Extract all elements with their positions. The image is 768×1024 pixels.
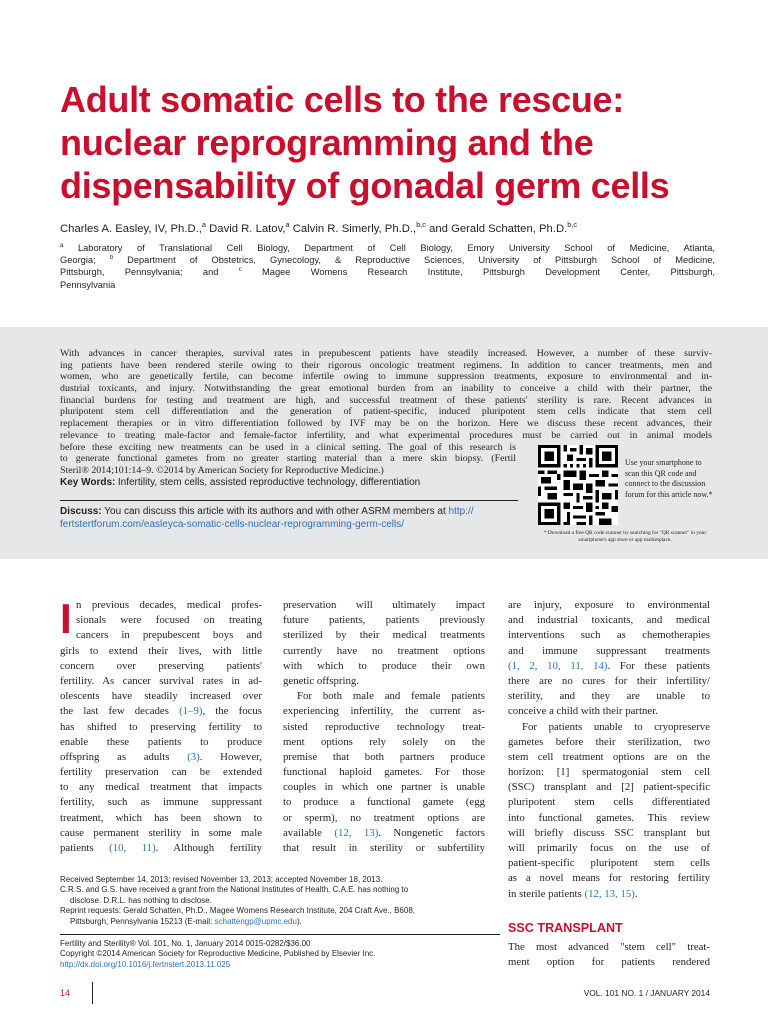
title-line: dispensability of gonadal germ cells [60,165,670,206]
disclosure-note: disclose. D.R.L. has nothing to disclose. [70,895,212,905]
qr-code-icon[interactable] [538,445,618,525]
abstract-line: before these exciting new treatments can be used in a clinical setting. The goal of this research is [60,441,516,453]
body-column-2 [283,598,485,856]
citation-link[interactable]: (1, 2, 10, 11, 14) [508,659,608,672]
affiliation-marker: b,c [416,220,426,230]
disclosure-note: C.R.S. and G.S. have received a grant from the National Institutes of Health. C.A.E. has nothing to [60,885,409,895]
body-line: to produce a functional gamete (egg [283,796,485,809]
body-line: stem cell treatment options are on the [508,750,710,763]
abstract-line: dustrial toxicants, and injury. Notwithstanding the great emotional burden from an inability to conceive a child with their partner, the [60,383,712,395]
reprint-text: ). [296,916,302,926]
affiliations [60,242,715,291]
body-line: conceive a child with their partner. [508,705,658,718]
author-name: Calvin R. Simerly, Ph.D., [289,223,417,235]
body-text: patients [60,842,110,854]
body-line: with which to produce their own [283,659,485,672]
body-line: ment option for patients rendered [508,956,710,969]
qr-caption: Use your smartphone to scan this QR code and connect to the discussion forum for this article now.* [625,458,713,499]
affiliation-marker: a [201,220,206,230]
abstract-line: financial burdens for testing and treatment are high, and successful treatment of these patients' sterility is rare. Recent advances in [60,394,712,406]
citation-link[interactable]: (12, 13, 15) [584,887,635,900]
body-line: and industrial toxicants, and medical [508,614,710,627]
author-name: and Gerald Schatten, Ph.D. [425,223,568,235]
body-line: For both male and female patients [297,690,485,703]
citation-link[interactable]: (1–9) [179,705,203,718]
body-line: as a novel means for restoring fertility [508,872,710,885]
body-line: The most advanced "stem cell" treat- [508,941,710,953]
body-column-1 [60,595,262,856]
divider [60,500,518,501]
divider [92,982,93,1004]
body-column-3-continued [508,940,710,970]
affiliation-text: Georgia; [60,255,110,266]
journal-citation: Fertility and Sterility® Vol. 101, No. 1, January 2014 0015-0282/$36.00 [60,939,311,948]
reprint-requests [60,917,500,927]
body-line: treatment, which has been shown to [60,811,262,824]
discuss-note [60,506,530,531]
body-line: girls to extend their lives, with little [60,644,262,657]
body-line: For patients unable to cryopreserve [522,720,710,733]
title-line: Adult somatic cells to the rescue: [60,79,624,120]
body-line: or sperm), no treatment options are [283,811,485,824]
body-line [283,826,485,841]
forum-link[interactable]: http:// [448,506,474,517]
abstract-line: relevance to treating male-factor and female-factor infertility, and what experimental procedures must be carried out in animal models [60,429,712,441]
author-name: David R. Latov, [205,223,286,235]
abstract-line: ing patients have been rendered sterile owing to their rigorous oncologic treatment regimens. In addition to cancer treatments, men and [60,359,712,371]
abstract-line: women, who are genetically fertile, can become infertile owing to immune suppression treatments, exposure to environmental and in- [60,371,712,383]
body-text: . However, [199,750,262,763]
discuss-text: You can discuss this article with its authors and with other ASRM members at [101,506,449,517]
body-line: genetic offspring. [283,674,359,687]
author-name: Charles A. Easley, IV, Ph.D., [60,223,202,235]
body-line: cancers in prepubescent boys and [76,629,262,642]
page-number: 14 [60,988,71,998]
body-line: preservation will ultimately impact [283,599,485,611]
body-line [508,887,710,902]
body-line [60,841,262,856]
doi-link[interactable]: http://dx.doi.org/10.1016/j.fertnstert.2013.11.025 [60,959,231,969]
affiliation-line: Pennsylvania [60,279,116,290]
body-line: future patients, patients previously [283,614,485,627]
body-line: pluripotent stem cells differentiated [508,796,710,809]
body-line: patient-specific pluripotent stem cells [508,857,710,870]
body-line: ment options rely solely on the [283,735,485,748]
affiliation-text: Department of Obstetrics, Gynecology, & Reproductive Sciences, University of Pittsburgh School of Medicine, [113,255,715,266]
author-list [60,222,720,236]
body-line: sisted reproductive technology treat- [283,720,485,733]
body-line [508,659,710,674]
body-line: functional haploid gametes. For those [283,766,485,779]
body-text: offspring as adults [60,750,188,763]
drop-cap: I [60,595,72,642]
body-line: will briefly discuss SSC transplant but [508,826,710,839]
body-line: experiencing infertility, the current as- [283,705,485,718]
body-line: has shifted to preserving fertility to [60,720,262,733]
reprint-text: Pittsburgh, Pennsylvania 15213 (E-mail: [70,916,215,926]
title-line: nuclear reprogramming and the [60,122,594,163]
body-line: premise that both partners produce [283,750,485,763]
email-link[interactable]: schattengp@upmc.edu [214,916,297,926]
body-line [60,704,262,719]
body-line: currently have no treatment options [283,644,485,657]
body-line: into functional gametes. This review [508,811,710,824]
affiliation-line [60,242,715,254]
body-text: in sterile patients [508,887,585,900]
body-line: enable these patients to produce [60,735,262,748]
abstract-line: pluripotent stem cell differentiation and the generation of patient-specific, induced pluripotent stem cells indicate that stem cell [60,406,712,418]
body-line: that result in sterility or subfertility [283,842,485,854]
journal-info [60,939,500,970]
divider [60,934,500,935]
affiliation-text: Laboratory of Translational Cell Biology, Department of Cell Biology, Emory University School of Medicine, Atlanta, [63,243,715,253]
affiliation-text: Pittsburgh, Pennsylvania; and [60,267,239,278]
citation-link[interactable]: (12, 13) [334,826,379,839]
body-text: available [283,826,335,839]
discuss-label: Discuss: [60,506,102,517]
body-line [60,750,262,765]
body-text: . Nongenetic factors [378,826,485,839]
body-text: . [634,887,638,900]
received-notes [60,875,500,927]
article-title [60,78,720,207]
body-text: the last few decades [60,705,180,718]
body-line: to any medical treatment that impacts [60,781,262,794]
body-line: fertility, such as immune suppressant [60,796,262,809]
copyright-line: Copyright ©2014 American Society for Reproductive Medicine, Published by Elsevier Inc. [60,949,376,959]
citation-link[interactable]: (3) [187,750,200,763]
affiliation-marker: b [109,255,114,262]
keywords-label: Key Words: [60,476,116,488]
section-heading: SSC TRANSPLANT [508,921,623,935]
body-line: sterilized by their medical treatments [283,629,485,642]
body-line: sterility, and they are unable to [508,690,710,703]
body-line: n previous decades, medical profes- [76,599,262,611]
abstract-line: With advances in cancer therapies, survival rates in prepubescent patients have steadily increased. However, a number of these surviv- [60,348,712,359]
affiliation-text: Magee Womens Research Institute, Pittsburgh Development Center, Pittsburgh, [241,267,715,278]
body-line: gametes before their sterilization, two [508,735,710,748]
body-line: concern over preserving patients' [60,659,262,672]
body-line: fertility. As cancer survival rates in ad- [60,674,262,687]
abstract-line: Steril® 2014;101:14–9. ©2014 by American Society for Reproductive Medicine.) [60,464,384,476]
body-line: sionals were focused on treating [76,614,262,627]
affiliation-marker: c [238,267,242,274]
body-text: . For these patients [607,659,710,672]
affiliation-line [60,254,715,266]
qr-footnote: * Download a free QR code scanner by searching for "QR scanner" in your smartphone's app store or app marketplace. [543,530,707,543]
keywords-text: Infertility, stem cells, assisted reproductive technology, differentiation [117,476,421,488]
body-line: olescents have steadily increased over [60,690,262,703]
body-line: cause permanent sterility in some male [60,826,262,839]
affiliation-line [60,266,715,278]
affiliation-marker: b,c [567,220,578,230]
abstract-line: to generate functional gametes from no greater starting material than a mere skin biopsy. (Fertil [60,453,516,465]
body-line: couples in which one partner is unable [283,781,485,794]
volume-info: VOL. 101 NO. 1 / JANUARY 2014 [583,988,710,998]
body-line: horizon: [1] spermatogonial stem cell [508,766,710,779]
keywords-line [60,477,516,489]
body-column-3 [508,598,710,902]
received-dates: Received September 14, 2013; revised November 13, 2013; accepted November 18, 2013. [60,875,383,884]
abstract-line: replacement therapies or in vitro differentiation followed by IVF may be on the horizon. Here we discuss these recent advances, their [60,418,712,430]
body-text: , the focus [202,705,262,718]
reprint-requests: Reprint requests: Gerald Schatten, Ph.D., Magee Womens Research Institute, 204 Craft Ave., B608, [60,906,415,916]
body-text: . Although fertility [155,842,262,854]
body-line: there are no cures for their infertility/ [508,674,710,687]
body-line: fertility preservation can be extended [60,766,262,779]
affiliation-marker: a [285,220,290,230]
body-line: will primarily focus on the use of [508,842,710,854]
body-line: and immune suppressant treatments [508,644,710,657]
citation-link[interactable]: (10, 11) [109,842,156,854]
affiliation-marker: a [60,242,64,249]
body-line: interventions such as chemotherapies [508,629,710,642]
body-line: (SSC) transplant and [2] patient-specific [508,781,710,794]
forum-link[interactable]: fertstertforum.com/easleyca-somatic-cells-nuclear-reprogramming-germ-cells/ [60,518,404,530]
body-line: are injury, exposure to environmental [508,599,710,611]
